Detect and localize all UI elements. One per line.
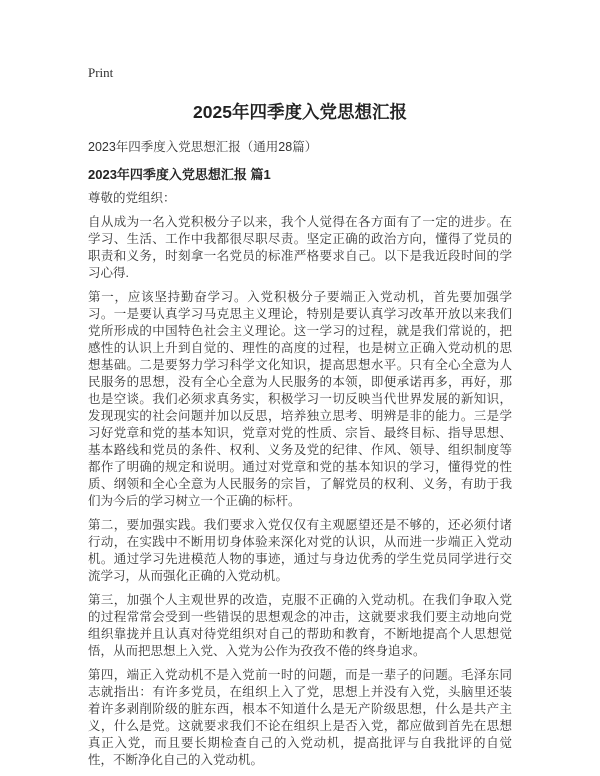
section-heading: 2023年四季度入党思想汇报 篇1 bbox=[88, 167, 271, 182]
paragraph-intro: 自从成为一名入党积极分子以来，我个人觉得在各方面有了一定的进步。在学习、生活、工作中我都很尽职尽责。坚定正确的政治方向，懂得了党员的职责和义务，时刻拿一名党员的标准严格要求自己。以下是我近段时间的学习心得. bbox=[88, 215, 512, 280]
paragraph-first-point: 第一，应该坚持勤奋学习。入党积极分子要端正入党动机，首先要加强学习。一是要认真学习马克思主义理论，特别是要认真学习改革开放以来我们党所形成的中国特色社会主义理论。这一学习的过程，就是我们常说的，把感性的认识上升到自觉的、理性的高度的过程，也是树立正确入党动机的思想基础。二是要努力学习科学文化知识，提高思想水平。只有全心全意为人民服务的思想，没有全心全意为人民服务的本领，即便承诺再多，再好，那也是空谈。我们必须求真务实，积极学习一切反映当代世界发展的新知识，发现现实的社会问题并加以反思，培养独立思考、明辨是非的能力。三是学习好党章和党的基本知识，党章对党的性质、宗旨、最终目标、指导思想、基本路线和党员的条件、权利、义务及党的纪律、作风、领导、组织制度等都作了明确的规定和说明。通过对党章和党的基本知识的学习，懂得党的性质、纲领和全心全意为人民服务的宗旨，了解党员的权利、义务，有助于我们为今后的学习树立一个正确的标杆。 bbox=[88, 290, 512, 508]
print-button[interactable]: Print bbox=[88, 65, 114, 80]
paragraph-second-point: 第二，要加强实践。我们要求入党仅仅有主观愿望还是不够的，还必须付诸行动，在实践中不断用切身体验来深化对党的认识，从而进一步端正入党动机。通过学习先进模范人物的事迹，通过与身边优秀的学生党员同学进行交流学习，从而强化正确的入党动机。 bbox=[88, 518, 512, 583]
paragraph-third-point: 第三，加强个人主观世界的改造，克服不正确的入党动机。在我们争取入党的过程常常会受到一些错误的思想观念的冲击，这就要求我们要主动地向党组织靠拢并且认真对待党组织对自己的帮助和教育，不断地提高个人思想觉悟，从而把思想上入党、入党为公作为孜孜不倦的终身追求。 bbox=[88, 593, 512, 658]
document-subtitle: 2023年四季度入党思想汇报（通用28篇） bbox=[88, 140, 318, 154]
paragraph-fourth-point: 第四，端正入党动机不是入党前一时的问题，而是一辈子的问题。毛泽东同志就指出：有许多党员，在组织上入了党，思想上并没有入党，头脑里还装着许多剥削阶级的脏东西，根本不知道什么是无产阶级思想，什么是共产主义，什么是党。这就要求我们不论在组织上是否入党，都应做到首先在思想真正入党，而且要长期检查自己的入党动机，提高批评与自我批评的自觉性，不断净化自己的入党动机。 bbox=[88, 668, 512, 767]
salutation-line: 尊敬的党组织： bbox=[88, 191, 176, 205]
page-title: 2025年四季度入党思想汇报 bbox=[193, 102, 407, 122]
